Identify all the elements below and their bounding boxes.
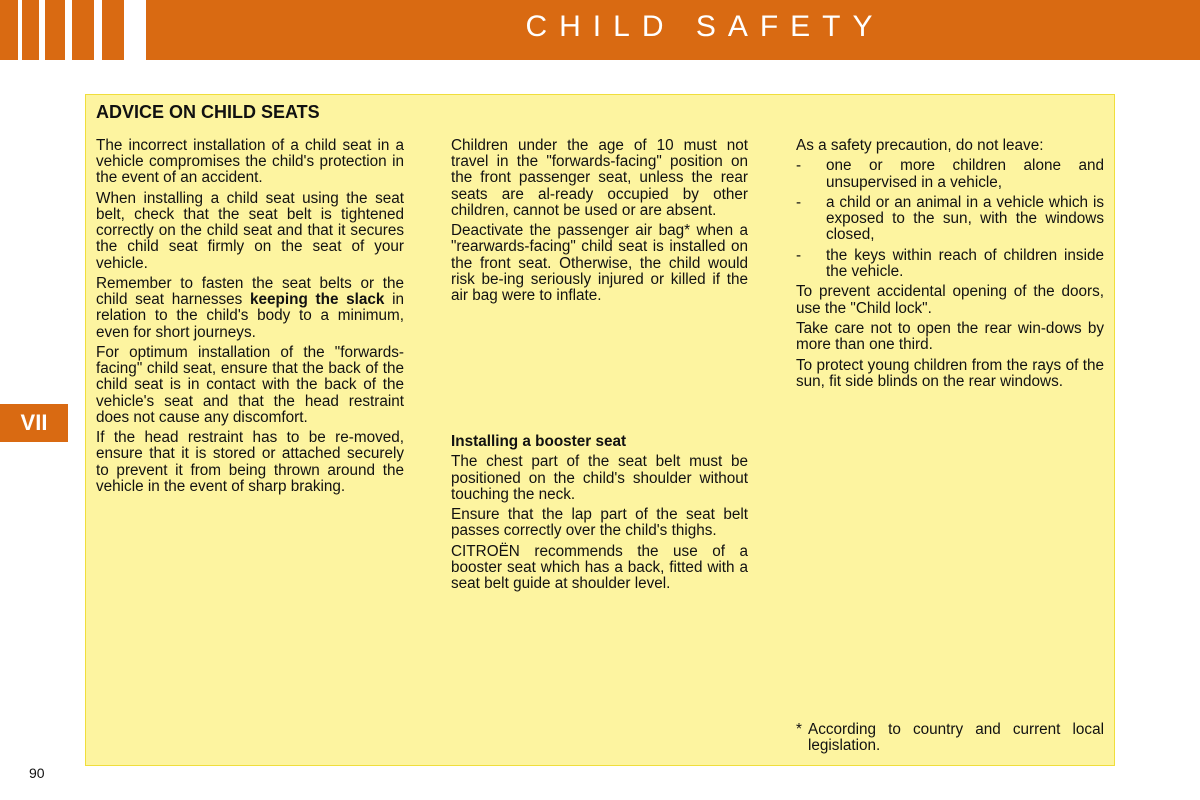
- paragraph: Children under the age of 10 must not travel in the "forwards-facing" position on the front passenger seat, unless the rear seats are al-ready occupied by other children, cannot be used or are absent.: [451, 137, 748, 219]
- header-stripe: [18, 0, 22, 60]
- paragraph: If the head restraint has to be re-moved, ensure that it is stored or attached securely to prevent it from being thrown around the vehicle in the event of sharp braking.: [96, 429, 404, 495]
- subheading: Installing a booster seat: [451, 433, 627, 450]
- emphasis-text: keeping the slack: [250, 291, 385, 309]
- footnote-text: According to country and current local legislation.: [808, 721, 1104, 755]
- paragraph: The incorrect installation of a child seat in a vehicle compromises the child's protection in the event of an accident.: [96, 137, 404, 187]
- paragraph: The chest part of the seat belt must be positioned on the child's shoulder without touching the neck.: [451, 453, 748, 503]
- header-stripe: [124, 0, 146, 60]
- list-item-text: one or more children alone and unsupervised in a vehicle,: [826, 157, 1104, 191]
- list-item-text: a child or an animal in a vehicle which is exposed to the sun, with the windows closed,: [826, 193, 1104, 244]
- dash-bullet: -: [796, 193, 802, 211]
- paragraph: To protect young children from the rays of the sun, fit side blinds on the rear windows.: [796, 356, 1104, 390]
- paragraph-text: Remember to fasten the seat belts or the child seat harnesses: [96, 275, 404, 309]
- booster-seat-section: [451, 434, 748, 597]
- paragraph: As a safety precaution, do not leave:: [796, 137, 1044, 154]
- page-title: CHILD SAFETY: [525, 10, 885, 43]
- chapter-tab: VII: [0, 404, 68, 442]
- list-item: [796, 158, 1104, 190]
- paragraph: Deactivate the passenger air bag* when a "rearwards-facing" child seat is installed on the front seat. Otherwise, the child would risk be-ing seriously injured or killed if the air bag were to inflate.: [451, 222, 748, 305]
- list-item-text: the keys within reach of children inside the vehicle.: [826, 246, 1104, 280]
- header-stripe: [39, 0, 45, 60]
- page-header: [0, 0, 1200, 60]
- footnote-marker: *: [796, 721, 802, 738]
- paragraph: For optimum installation of the "forwards-facing" child seat, ensure that the back of the child seat is in contact with the back of the vehicle's seat and that the head restraint does not cause any discomfort.: [96, 344, 404, 426]
- header-stripe: [65, 0, 72, 60]
- paragraph: [96, 276, 404, 341]
- paragraph: When installing a child seat using the seat belt, check that the seat belt is tightened correctly on the child seat and that it secures the child seat firmly on the seat of your vehicle.: [96, 189, 404, 272]
- list-item: [796, 248, 1104, 280]
- footnote: [796, 722, 1104, 754]
- paragraph: CITROËN recommends the use of a booster seat which has a back, fitted with a seat belt guide at shoulder level.: [451, 542, 748, 593]
- dash-bullet: -: [796, 246, 802, 264]
- column-1: [96, 138, 404, 499]
- paragraph: Ensure that the lap part of the seat belt passes correctly over the child's thighs.: [451, 506, 748, 540]
- dash-bullet: -: [796, 157, 802, 175]
- paragraph: Take care not to open the rear win-dows by more than one third.: [796, 319, 1104, 354]
- list-item: [796, 195, 1104, 244]
- page-number: 90: [29, 765, 45, 781]
- paragraph: To prevent accidental opening of the doors, use the "Child lock".: [796, 283, 1104, 317]
- paragraph-text: in relation to the child's body to a minimum, even for short journeys.: [96, 291, 405, 341]
- column-2: [451, 138, 748, 308]
- column-3: [796, 138, 1104, 394]
- header-stripe: [94, 0, 102, 60]
- section-title: ADVICE ON CHILD SEATS: [96, 102, 320, 122]
